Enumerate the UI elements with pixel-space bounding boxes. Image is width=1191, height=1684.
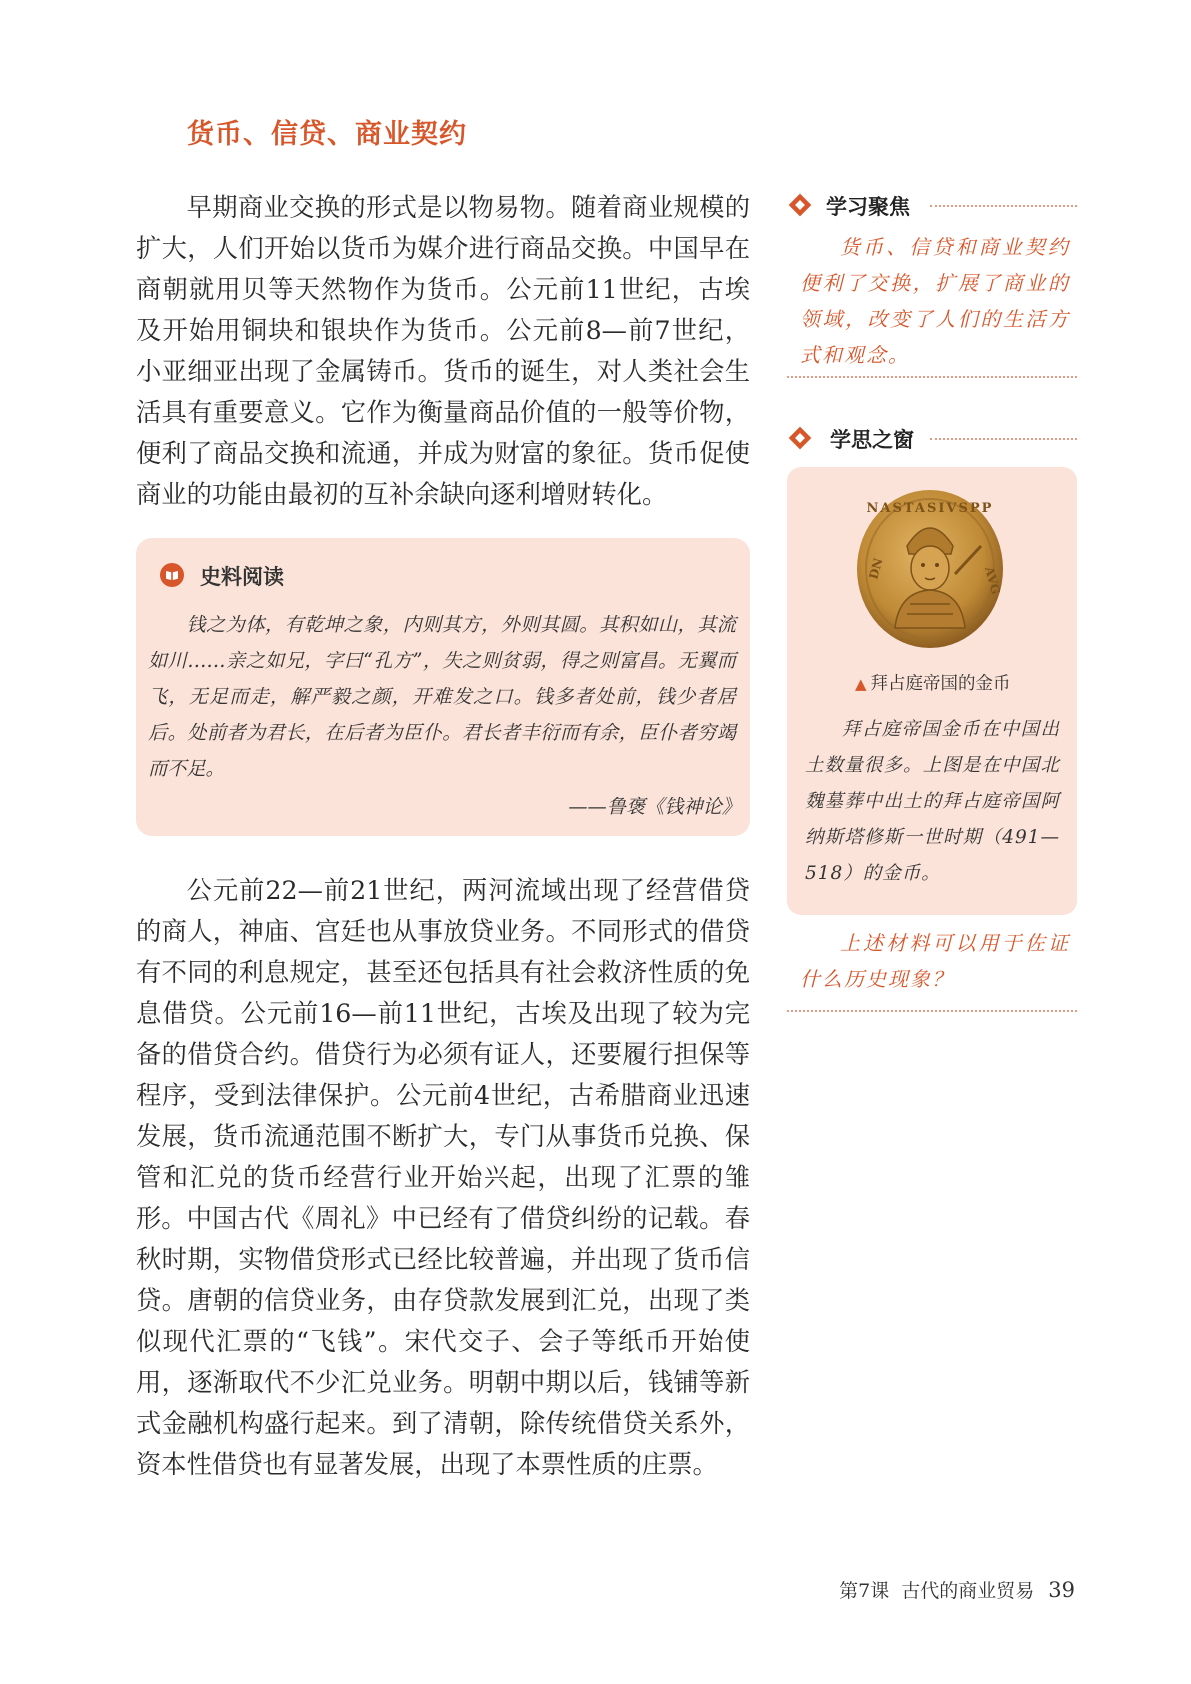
page-number: 39 (1048, 1578, 1075, 1602)
footer-lesson: 第7课 (839, 1580, 890, 1602)
svg-text:NASTASIVSPP: NASTASIVSPP (866, 501, 994, 516)
dotted-divider (787, 1010, 1077, 1012)
thinking-window-heading: 学思之窗 (830, 428, 914, 452)
caption-triangle-icon: ▲ (855, 675, 867, 693)
body-paragraph: 早期商业交换的形式是以物易物。随着商业规模的扩大，人们开始以货币为媒介进行商品交换。中国早在商朝就用贝等天然物作为货币。公元前11世纪，古埃及开始用铜块和银块作为货币。公元前8—前7世纪，小亚细亚出现了金属铸币。货币的诞生，对人类社会生活具有重要意义。它作为衡量商品价值的一般等价物，便利了商品交换和流通，并成为财富的象征。货币促使商业的功能由最初的互补余缺向逐利增财转化。 (136, 193, 750, 509)
dotted-divider (930, 205, 1077, 207)
coin-description: 拜占庭帝国金币在中国出土数量很多。上图是在中国北魏墓葬中出土的拜占庭帝国阿纳斯塔修斯一世时期（491—518）的金币。 (805, 719, 1060, 884)
learning-focus-text: 货币、信贷和商业契约便利了交换，扩展了商业的领域，改变了人们的生活方式和观念。 (800, 235, 1070, 367)
dotted-divider (787, 376, 1077, 378)
dotted-divider (930, 438, 1077, 440)
source-reading-heading: 史料阅读 (200, 565, 284, 589)
coin-caption (855, 670, 1011, 695)
learning-focus-heading: 学习聚焦 (826, 195, 910, 219)
byzantine-gold-coin-image (855, 488, 1005, 650)
body-paragraph: 中国古代《周礼》中已经有了借贷纠纷的记载。春秋时期，实物借贷形式已经比较普遍，并出现了货币信贷。唐朝的信贷业务，由存贷款发展到汇兑，出现了类似现代汇票的“飞钱”。宋代交子、会子等纸币开始使用，逐渐取代不少汇兑业务。明朝中期以后，钱铺等新式金融机构盛行起来。到了清朝，除传统借贷关系外，资本性借贷也有显著发展，出现了本票性质的庄票。 (136, 1204, 750, 1479)
source-reading-text: 钱之为体，有乾坤之象，内则其方，外则其圆。其积如山，其流如川……亲之如兄，字曰“孔方”，失之则贫弱，得之则富昌。无翼而飞，无足而走，解严毅之颜，开难发之口。钱多者处前，钱少者居后。处前者为君长，在后者为臣仆。君长者丰衍而有余，臣仆者穷竭而不足。 (148, 613, 736, 780)
footer-title: 古代的商业贸易 (901, 1580, 1035, 1602)
page-footer (839, 1576, 1075, 1603)
svg-text:AVG: AVG (982, 565, 1003, 596)
body-paragraph: 公元前22—前21世纪，两河流域出现了经营借贷的商人，神庙、宫廷也从事放贷业务。不同形式的借贷有不同的利息规定，甚至还包括具有社会救济性质的免息借贷。公元前16—前11世纪，古埃及出现了较为完备的借贷合约。借贷行为必须有证人，还要履行担保等程序，受到法律保护。公元前4世纪，古希腊商业迅速发展，货币流通范围不断扩大，专门从事货币兑换、保管和汇兑的货币经营行业开始兴起，出现了汇票的雏形。 (136, 876, 750, 1233)
thinking-question: 上述材料可以用于佐证什么历史现象？ (800, 931, 1070, 991)
svg-text:DN: DN (866, 556, 886, 581)
coin-caption-text: 拜占庭帝国的金币 (870, 674, 1011, 694)
section-title: 货币、信贷、商业契约 (187, 119, 467, 150)
book-icon (160, 563, 184, 587)
source-citation: ——鲁褒《钱神论》 (568, 795, 741, 818)
diamond-icon (787, 425, 813, 451)
diamond-icon (787, 192, 813, 218)
